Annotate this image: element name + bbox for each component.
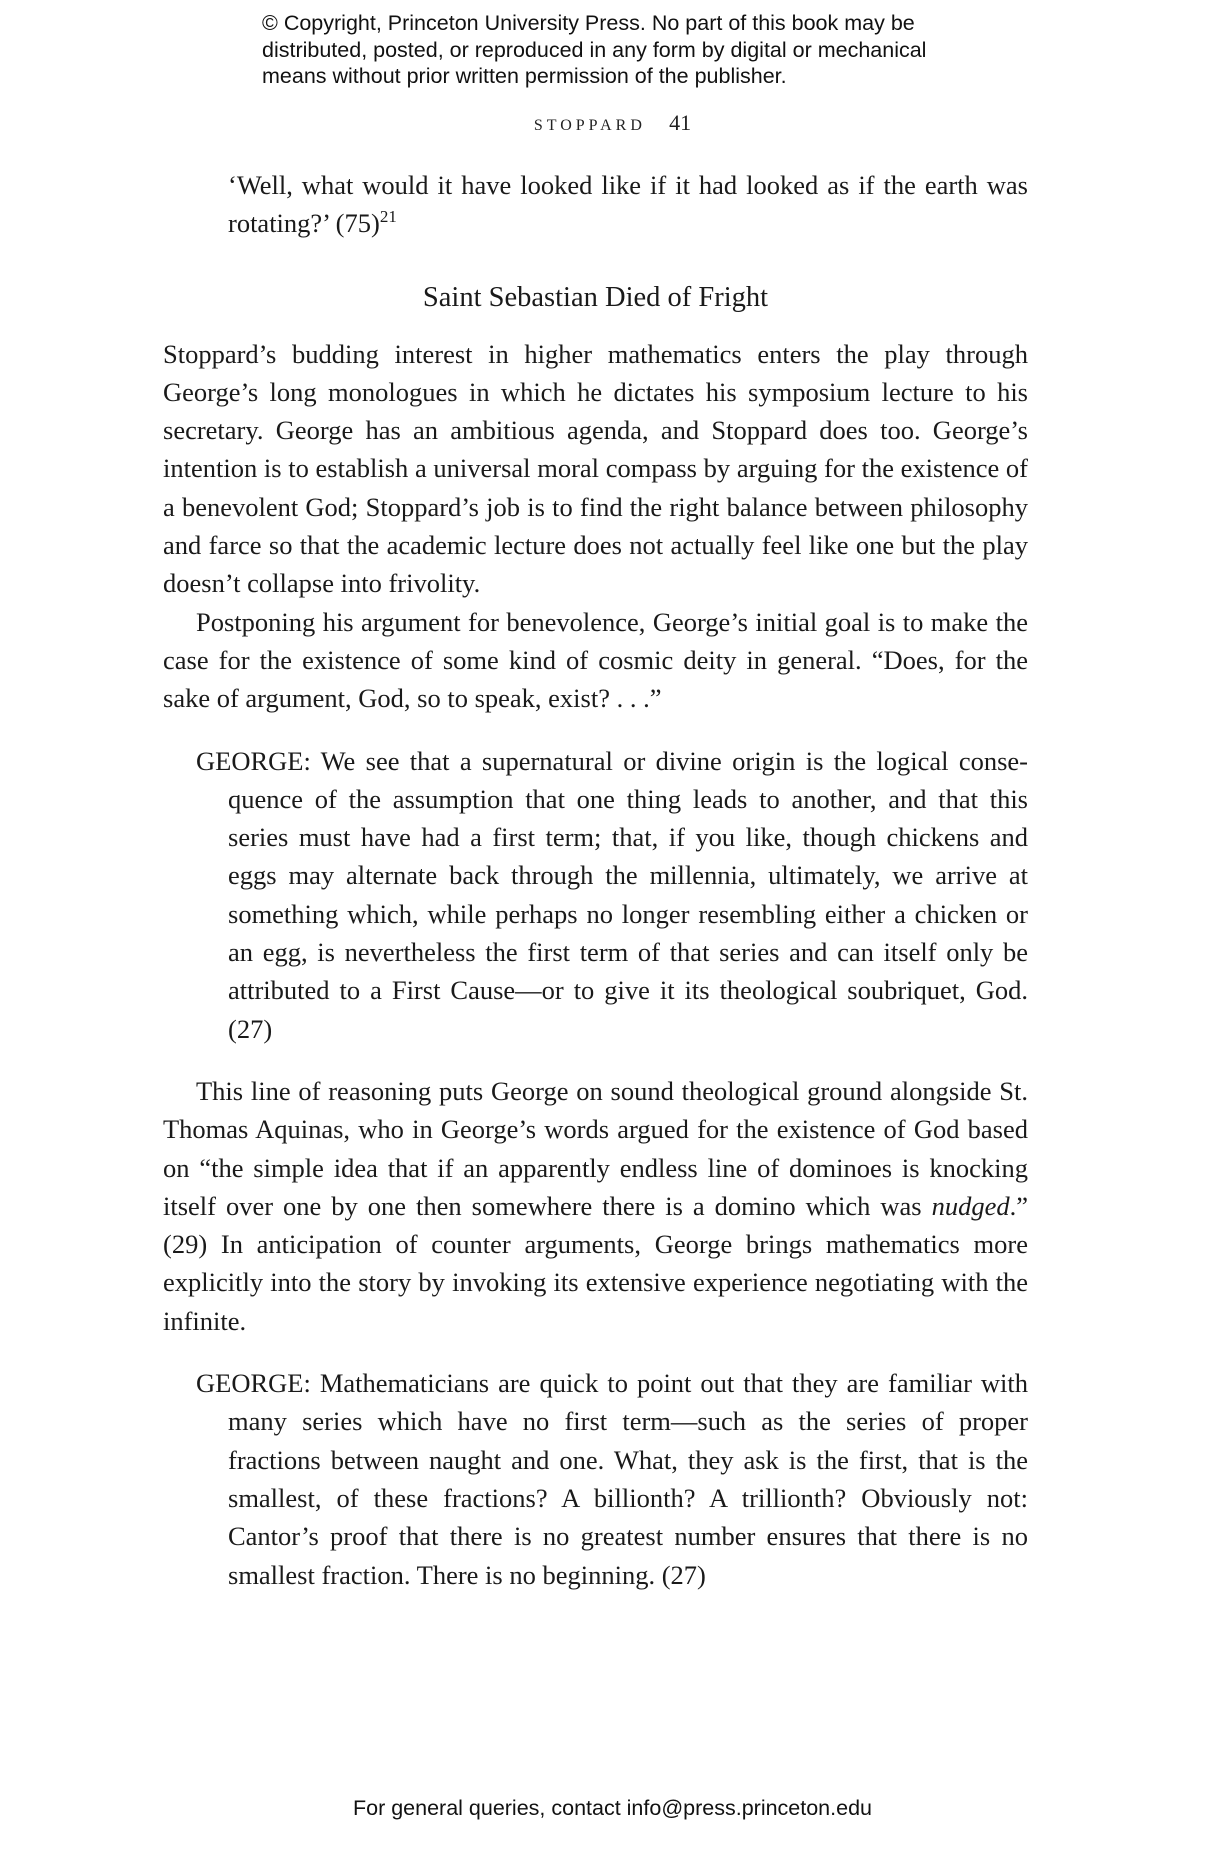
paragraph-text: This line of reasoning puts George on sound theological ground alongside St. Thomas Aquinas, who in George’s words argued for the existence of God based on “the simple idea that if an apparently endless line of dominoes is knocking itself over one by one then somewhere there is a domino which was [163,1075,1028,1221]
block-quote-text: Mathematicians are quick to point out that they are familiar with many series which have no first term—such as the series of proper fractions between naught and one. What, they ask is the first, that is the smallest, of these fractions? A billionth? A trillionth? Obviously not: Cantor’s proof that there is no greatest number ensures that there is no smallest fraction. There is no beginning. (27) [228,1368,1029,1590]
opening-quote [228,166,1028,243]
copyright-line: distributed, posted, or reproduced in any form by digital or mechanical [262,37,927,62]
main-text-column [163,166,1028,1618]
footer-contact: For general queries, contact info@press.princeton.edu [352,1796,872,1820]
opening-quote-text: ‘Well, what would it have looked like if it had looked as if the earth was rotating?’ (75) [228,170,1028,239]
page-number: 41 [669,110,692,135]
body-paragraph: Postponing his argument for benevolence, George’s initial goal is to make the case for the existence of some kind of cosmic deity in general. “Does, for the sake of argument, God, so to speak, exist? . . .” [163,606,1028,714]
body-paragraph: Stoppard’s budding interest in higher mathematics enters the play through George’s long monologues in which he dictates his symposium lecture to his secretary. George has an ambitious agenda, and Stoppard does too. George’s intention is to establish a universal moral compass by arguing for the existence of a benevolent God; Stoppard’s job is to find the right balance between philosophy and farce so that the academic lecture does not actually feel like one but the play doesn’t collapse into frivolity. [163,338,1028,599]
paragraph-text: .” (29) In anticipation of counter arguments, George brings mathematics more explicitly into the story by invoking its extensive experience negotiating with the infinite. [163,1190,1028,1336]
block-quote [196,1364,1028,1594]
emphasized-word: nudged [931,1190,1010,1221]
block-quote [196,742,1028,1048]
section-heading: Saint Sebastian Died of Fright [422,281,769,313]
block-quote-text: We see that a supernatural or divine origin is the logical consequence of the assumption that one thing leads to another, and that this series must have had a first term; that, if you like, though chickens and eggs may alternate back through the millennia, ultimately, we arrive at something which, while perhaps no longer resembling either a chicken or an egg, is nevertheless the first term of that series and can itself only be attributed to a First Cause—or to give it its theological soubriquet, God. (27) [228,745,1028,1044]
speaker-label: GEORGE: [196,1368,311,1399]
running-header [0,110,1225,136]
copyright-line: © Copyright, Princeton University Press. No part of this book may be [262,11,915,35]
body-paragraph [163,1072,1028,1340]
footnote-reference: 21 [379,207,397,227]
copyright-notice [262,10,982,90]
speaker-label: GEORGE: [196,745,311,776]
copyright-line: means without prior written permission of the publisher. [262,64,787,88]
running-header-title: stoppard [533,110,646,135]
